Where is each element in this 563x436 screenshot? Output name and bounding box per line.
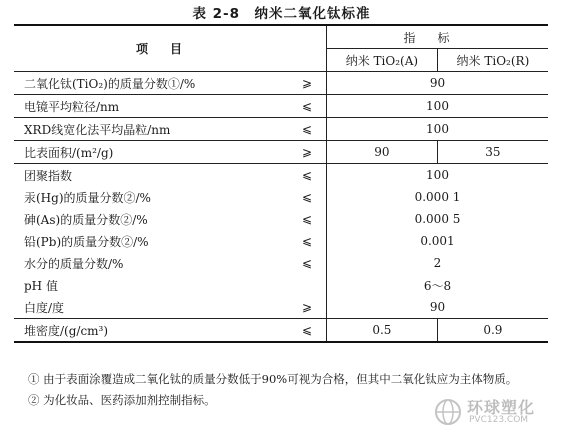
row-item: 电镜平均粒径/nm	[24, 99, 120, 114]
row-value-r: 35	[437, 141, 548, 164]
row-item: 比表面积/(m²/g)	[24, 145, 114, 160]
footnote-2: ② 为化妆品、医药添加剂控制指标。	[28, 393, 216, 407]
row-item: 白度/度	[24, 300, 65, 315]
row-value-a: 90	[327, 141, 438, 164]
row-symbol: ⩾	[301, 300, 313, 314]
row-value: 90	[327, 72, 549, 95]
row-value: 100	[327, 118, 549, 141]
header-col-a: 纳米 TiO₂(A)	[327, 49, 438, 72]
row-symbol: ⩽	[301, 122, 313, 136]
row-item: pH 值	[24, 278, 58, 293]
row-symbol: ⩾	[301, 145, 313, 159]
row-value: 100	[327, 164, 549, 187]
header-col-r: 纳米 TiO₂(R)	[437, 49, 548, 72]
row-item: 水分的质量分数/%	[24, 256, 124, 271]
watermark-site: PVC123.COM	[469, 415, 529, 425]
footnote-1: ① 由于表面涂覆造成二氧化钛的质量分数低于90%可视为合格，但其中二氧化钛应为主体物质。	[28, 372, 518, 386]
globe-logo-icon	[433, 397, 463, 427]
row-item: 铅(Pb)的质量分数②/%	[24, 234, 149, 249]
row-value: 2	[327, 252, 549, 274]
row-symbol	[288, 274, 327, 296]
row-value: 100	[327, 95, 549, 118]
row-value: 90	[327, 296, 549, 319]
header-item: 项目	[135, 42, 204, 56]
header-index: 指标	[327, 25, 549, 49]
row-value: 0.000 1	[327, 186, 549, 208]
row-item: 二氧化钛(TiO₂)的质量分数①/%	[24, 76, 196, 91]
row-symbol: ⩽	[301, 212, 313, 226]
row-item: 团聚指数	[24, 168, 73, 183]
watermark-name: 环球塑化	[467, 398, 536, 417]
standard-table	[14, 24, 548, 343]
row-item: XRD线宽化法平均晶粒/nm	[24, 122, 171, 137]
row-item: 堆密度/(g/cm³)	[24, 323, 109, 338]
row-value: 0.001	[327, 230, 549, 252]
row-value: 6～8	[327, 274, 549, 296]
watermark	[433, 395, 558, 431]
table-title: 表 2-8 纳米二氧化钛标准	[192, 6, 371, 22]
row-symbol: ⩽	[301, 190, 313, 204]
row-symbol: ⩽	[301, 323, 313, 337]
row-value-a: 0.5	[327, 319, 438, 343]
row-symbol: ⩽	[301, 168, 313, 182]
row-item: 汞(Hg)的质量分数②/%	[24, 190, 151, 205]
row-symbol: ⩽	[301, 234, 313, 248]
row-symbol: ⩽	[301, 99, 313, 113]
row-item: 砷(As)的质量分数②/%	[24, 212, 148, 227]
row-value-r: 0.9	[437, 319, 548, 343]
row-value: 0.000 5	[327, 208, 549, 230]
row-symbol: ⩽	[301, 256, 313, 270]
row-symbol: ⩾	[301, 76, 313, 90]
